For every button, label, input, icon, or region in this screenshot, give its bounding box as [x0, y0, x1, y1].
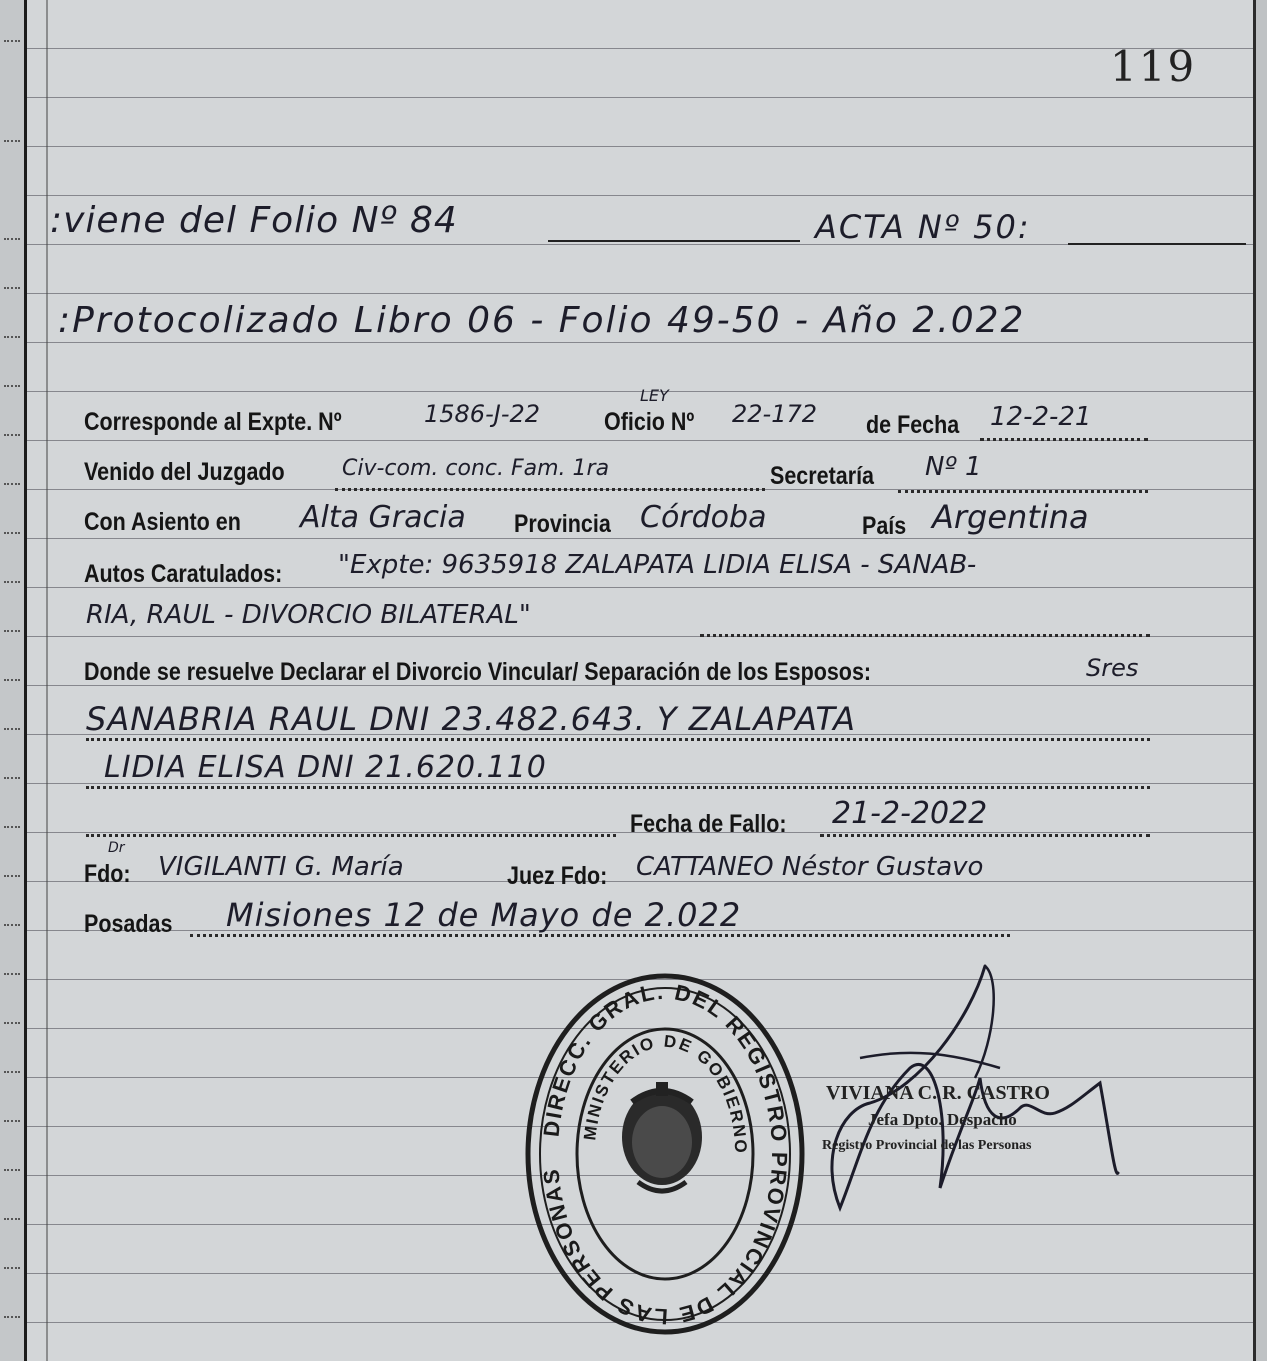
margin-tick [4, 826, 20, 828]
posadas-value: Misiones 12 de Mayo de 2.022 [226, 896, 742, 934]
oficio-value: 22-172 [732, 400, 818, 428]
autos-value-line2: RIA, RAUL - DIVORCIO BILATERAL" [86, 600, 531, 630]
expte-value: 1586-J-22 [424, 400, 541, 428]
fallo-value: 21-2-2022 [832, 796, 988, 831]
margin-tick [4, 434, 20, 436]
fallo-label: Fecha de Fallo: [630, 810, 787, 838]
corresponde-label: Corresponde al Expte. Nº [84, 408, 342, 436]
fdo-value: VIGILANTI G. María [158, 852, 404, 882]
esposos-line1: SANABRIA RAUL DNI 23.482.643. Y ZALAPATA [86, 700, 857, 738]
left-inner-border [46, 0, 48, 1361]
posadas-label: Posadas [84, 910, 173, 938]
coat-of-arms-icon [622, 1082, 702, 1191]
venido-label: Venido del Juzgado [84, 458, 285, 486]
acta-number: ACTA Nº 50: [815, 208, 1031, 246]
juez-value: CATTANEO Néstor Gustavo [636, 852, 984, 882]
secretaria-value: Nº 1 [925, 452, 982, 482]
secretaria-label: Secretaría [770, 462, 875, 490]
viene-del-folio: :viene del Folio Nº 84 [50, 200, 458, 241]
esposos-line2: LIDIA ELISA DNI 21.620.110 [104, 750, 547, 785]
left-border [24, 0, 27, 1361]
header-rule [548, 240, 800, 242]
margin-tick [4, 1120, 20, 1122]
oficio-label: Oficio Nº [604, 408, 695, 436]
fecha-value: 12-2-21 [990, 402, 1092, 432]
autos-label: Autos Caratulados: [84, 560, 283, 588]
margin-tick [4, 1169, 20, 1171]
resuelve-label: Donde se resuelve Declarar el Divorcio Vincular/ Separación de los Esposos: [84, 658, 872, 686]
margin-tick [4, 1316, 20, 1318]
margin-tick [4, 238, 20, 240]
asiento-label: Con Asiento en [84, 508, 241, 536]
margin-tick [4, 679, 20, 681]
autos-dots [700, 634, 1150, 637]
margin-tick [4, 1071, 20, 1073]
stamp-outer-text: DIRECC. GRAL. DEL REGISTRO PROVINCIAL DE LAS PERSONAS [538, 978, 793, 1330]
margin-tick [4, 581, 20, 583]
page-number: 119 [1110, 42, 1197, 91]
signatory-title: Jefa Dpto. Despacho [868, 1110, 1017, 1129]
margin-tick [4, 287, 20, 289]
juzgado-dots [335, 488, 765, 491]
margin-tick [4, 875, 20, 877]
stamp-inner-text: MINISTERIO DE GOBIERNO [580, 1031, 751, 1155]
fecha-label: de Fecha [866, 411, 960, 439]
juez-label: Juez Fdo: [507, 862, 608, 890]
margin-tick [4, 140, 20, 142]
resuelve-value: Sres [1086, 654, 1139, 682]
provincia-label: Provincia [514, 510, 611, 538]
posadas-dots [190, 934, 1010, 937]
margin-tick [4, 40, 20, 42]
margin-tick [4, 1267, 20, 1269]
margin-tick [4, 728, 20, 730]
esposos-dots-2 [86, 786, 1150, 789]
signatory-org: Registro Provincial de las Personas [822, 1138, 1032, 1153]
margin-tick [4, 385, 20, 387]
juzgado-value: Civ-com. conc. Fam. 1ra [342, 456, 610, 481]
fallo-dots [820, 834, 1150, 837]
ley-annotation: LEY [640, 386, 669, 405]
margin-tick [4, 1218, 20, 1220]
secretaria-dots [898, 490, 1148, 493]
margin-tick [4, 924, 20, 926]
protocolizado-line: :Protocolizado Libro 06 - Folio 49-50 - Año 2.022 [58, 300, 1026, 341]
margin-tick [4, 483, 20, 485]
esposos-dots-1 [86, 738, 1150, 741]
right-margin [1256, 0, 1267, 1361]
margin-tick [4, 973, 20, 975]
asiento-value: Alta Gracia [300, 500, 466, 535]
margin-tick [4, 777, 20, 779]
official-seal-stamp [520, 972, 810, 1337]
dr-annotation: Dr [108, 840, 125, 856]
signatory-name: VIVIANA C. R. CASTRO [826, 1082, 1050, 1104]
fecha-dots [980, 438, 1148, 441]
provincia-value: Córdoba [640, 500, 767, 535]
pais-label: País [862, 512, 907, 540]
margin-tick [4, 630, 20, 632]
margin-tick [4, 1022, 20, 1024]
fdo-label: Fdo: [84, 860, 131, 888]
left-margin [0, 0, 24, 1361]
margin-tick [4, 336, 20, 338]
pais-value: Argentina [932, 498, 1089, 536]
margin-tick [4, 532, 20, 534]
autos-value-line1: "Expte: 9635918 ZALAPATA LIDIA ELISA - SANAB- [338, 550, 977, 580]
header-rule-end [1068, 243, 1246, 245]
fallo-leading-dots [86, 834, 616, 837]
